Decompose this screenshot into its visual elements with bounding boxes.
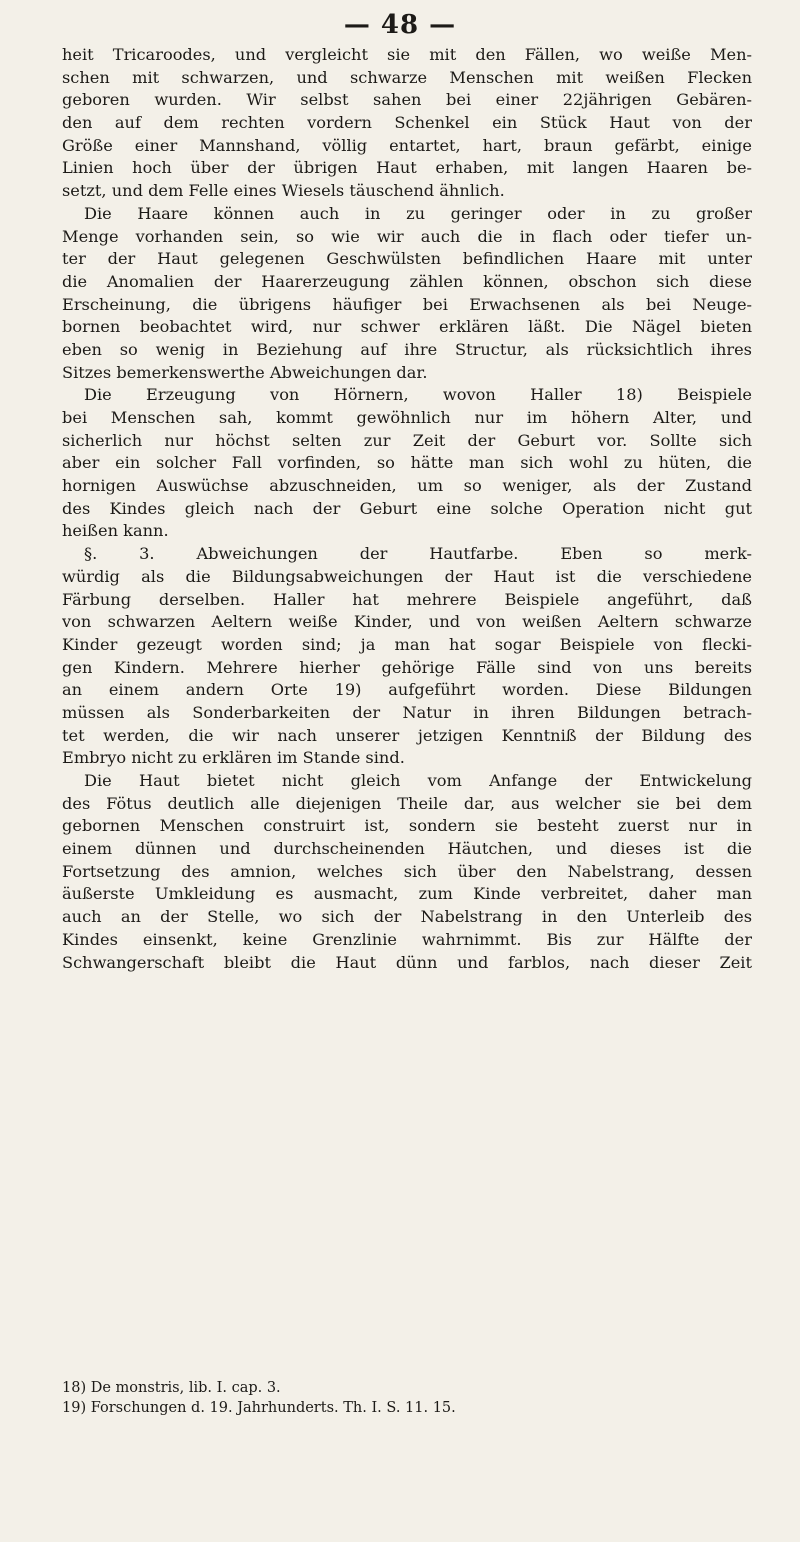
text-line: ter der Haut gelegenen Geschwülsten befindlichen Haare mit unter xyxy=(62,249,752,269)
footnote: 18) De monstris, lib. I. cap. 3. xyxy=(62,1380,281,1396)
text-line: bornen beobachtet wird, nur schwer erklären läßt. Die Nägel bieten xyxy=(62,317,752,337)
text-line: Größe einer Mannshand, völlig entartet, hart, braun gefärbt, einige xyxy=(62,135,752,155)
text-line: des Kindes gleich nach der Geburt eine solche Operation nicht gut xyxy=(62,498,752,518)
text-line: tet werden, die wir nach unserer jetzigen Kenntniß der Bildung des xyxy=(62,725,752,745)
text-line: geboren wurden. Wir selbst sahen bei einer 22jährigen Gebären- xyxy=(62,90,752,110)
text-line: äußerste Umkleidung es ausmacht, zum Kinde verbreitet, daher man xyxy=(62,884,752,904)
text-line: Die Haut bietet nicht gleich vom Anfange der Entwickelung xyxy=(84,771,752,790)
text-line: Kinder gezeugt worden sind; ja man hat sogar Beispiele von flecki- xyxy=(62,634,752,654)
text-line: setzt, und dem Felle eines Wiesels täuschend ähnlich. xyxy=(62,181,505,201)
text-line: Menge vorhanden sein, so wie wir auch die in flach oder tiefer un- xyxy=(62,226,752,246)
text-line: des Fötus deutlich alle diejenigen Theile dar, aus welcher sie bei dem xyxy=(62,793,752,813)
footnotes xyxy=(62,1378,752,1418)
text-line: gebornen Menschen construirt ist, sondern sie besteht zuerst nur in xyxy=(62,816,752,836)
text-line: heißen kann. xyxy=(62,521,169,541)
section-heading-line: §. 3. Abweichungen der Hautfarbe. Eben so merk- xyxy=(84,544,752,564)
text-line: an einem andern Orte 19) aufgeführt worden. Diese Bildungen xyxy=(62,680,752,700)
text-line: Sitzes bemerkenswerthe Abweichungen dar. xyxy=(62,362,428,382)
text-line: sicherlich nur höchst selten zur Zeit der Geburt vor. Sollte sich xyxy=(62,430,752,450)
text-line: einem dünnen und durchscheinenden Häutchen, und dieses ist die xyxy=(62,839,752,859)
text-line: eben so wenig in Beziehung auf ihre Structur, als rücksichtlich ihres xyxy=(62,339,752,359)
text-line: den auf dem rechten vordern Schenkel ein Stück Haut von der xyxy=(62,113,752,133)
text-line: gen Kindern. Mehrere hierher gehörige Fälle sind von uns bereits xyxy=(62,657,752,677)
text-line: Die Haare können auch in zu geringer oder in zu großer xyxy=(84,203,752,223)
text-line: Schwangerschaft bleibt die Haut dünn und farblos, nach dieser Zeit xyxy=(62,952,752,972)
text-line: heit Tricaroodes, und vergleicht sie mit den Fällen, wo weiße Men- xyxy=(62,45,752,64)
text-line: bei Menschen sah, kommt gewöhnlich nur im höhern Alter, und xyxy=(62,408,752,427)
text-line: aber ein solcher Fall vorfinden, so hätte man sich wohl zu hüten, die xyxy=(62,453,752,473)
footnote: 19) Forschungen d. 19. Jahrhunderts. Th. I. S. 11. 15. xyxy=(62,1400,456,1416)
page-number: — 48 — xyxy=(343,10,457,40)
text-line: von schwarzen Aeltern weiße Kinder, und von weißen Aeltern schwarze xyxy=(62,612,752,632)
text-line: würdig als die Bildungsabweichungen der Haut ist die verschiedene xyxy=(62,566,752,586)
text-line: Kindes einsenkt, keine Grenzlinie wahrnimmt. Bis zur Hälfte der xyxy=(62,929,752,949)
body-text xyxy=(62,44,752,974)
text-line: Fortsetzung des amnion, welches sich über den Nabelstrang, dessen xyxy=(62,861,752,881)
text-line: Linien hoch über der übrigen Haut erhaben, mit langen Haaren be- xyxy=(62,158,752,178)
text-line: müssen als Sonderbarkeiten der Natur in ihren Bildungen betrach- xyxy=(62,702,752,722)
text-line: schen mit schwarzen, und schwarze Menschen mit weißen Flecken xyxy=(62,67,752,87)
text-line: die Anomalien der Haarerzeugung zählen können, obschon sich diese xyxy=(62,271,752,291)
text-line: Die Erzeugung von Hörnern, wovon Haller 18) Beispiele xyxy=(84,385,752,405)
text-line: Embryo nicht zu erklären im Stande sind. xyxy=(62,748,405,768)
text-line: hornigen Auswüchse abzuschneiden, um so weniger, als der Zustand xyxy=(62,476,752,496)
text-line: auch an der Stelle, wo sich der Nabelstrang in den Unterleib des xyxy=(62,907,752,927)
text-line: Färbung derselben. Haller hat mehrere Beispiele angeführt, daß xyxy=(62,589,752,609)
text-line: Erscheinung, die übrigens häufiger bei Erwachsenen als bei Neuge- xyxy=(62,294,752,314)
